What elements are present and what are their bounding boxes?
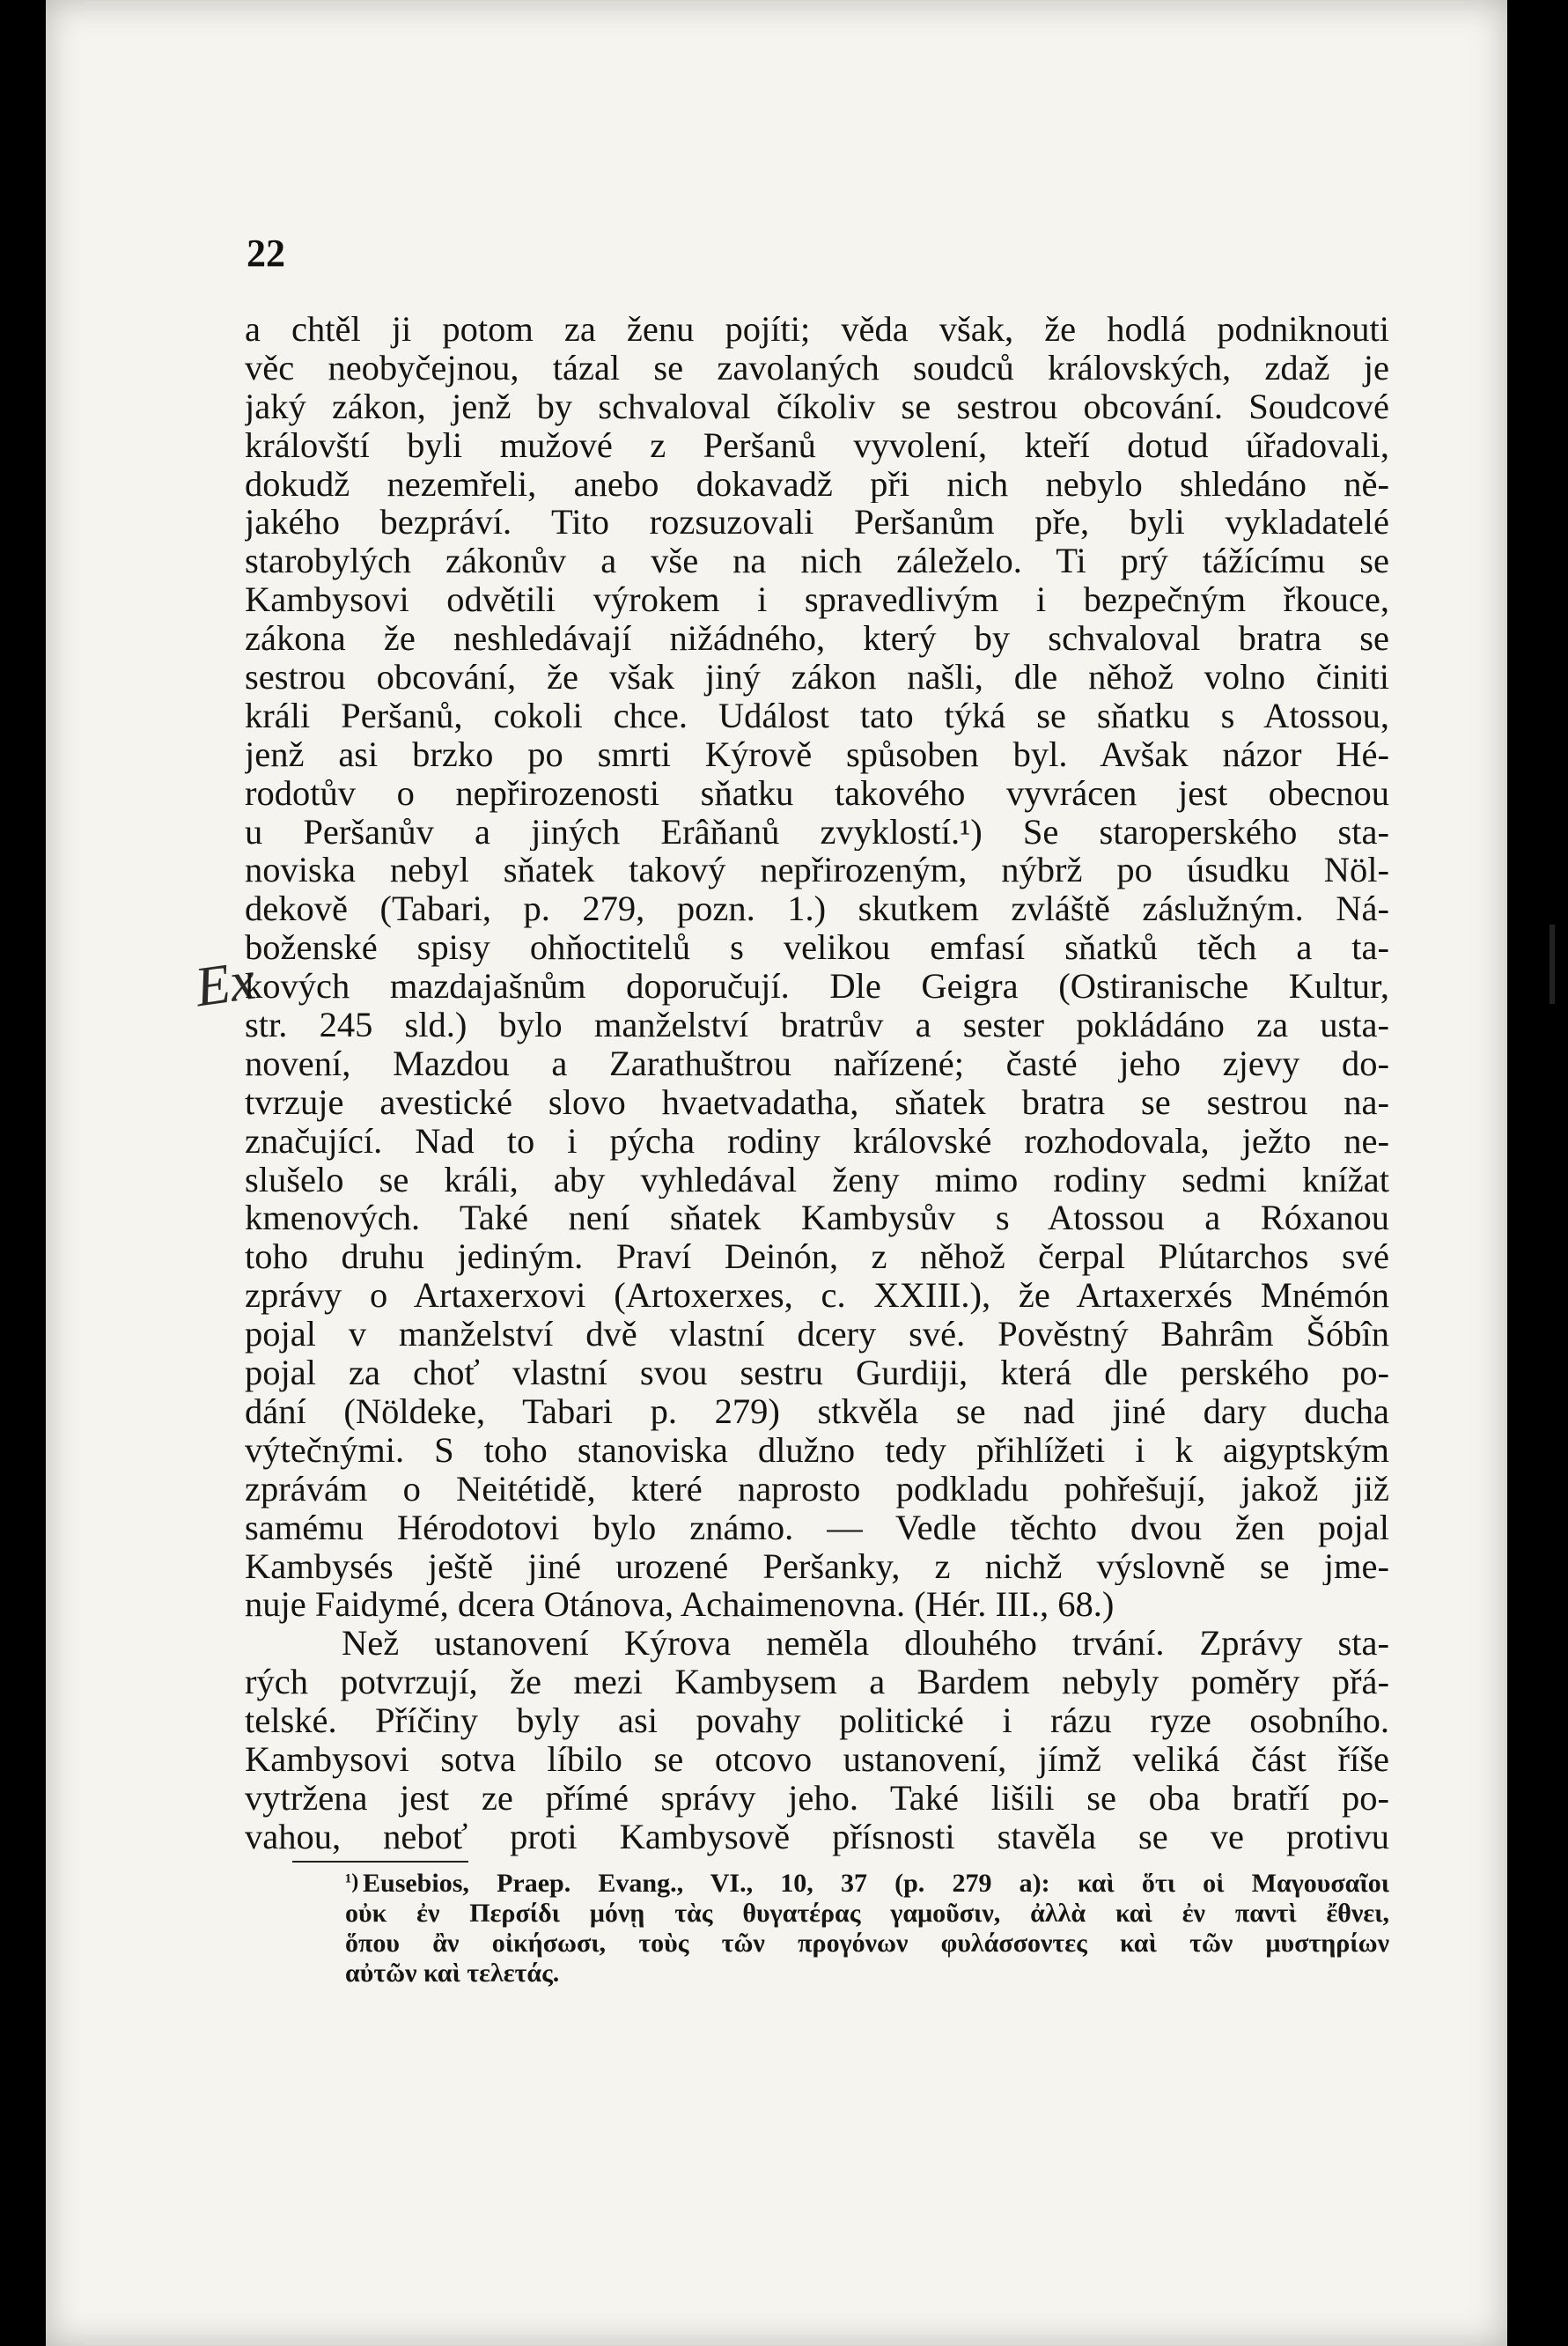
- text-line: jenž asi brzko po smrti Kýrově spůsoben byl. Avšak názor Hé-: [245, 734, 1389, 774]
- footnote-line: Eusebios, Praep. Evang., VI., 10, 37 (p. 279 a): καὶ ὅτι οἱ Μαγουσαῖοι: [363, 1869, 1389, 1898]
- text-line: výtečnými. S toho stanoviska dlužno tedy přihlížeti i k aigyptským: [245, 1430, 1389, 1470]
- text-line: dekově (Tabari, p. 279, pozn. 1.) skutkem zvláště záslužným. Ná-: [245, 889, 1389, 929]
- text-line: Než ustanovení Kýrova neměla dlouhého trvání. Zprávy sta-: [342, 1624, 1389, 1664]
- text-line: Kambysovi odvětili výrokem i spravedlivým i bezpečným řkouce,: [245, 580, 1389, 620]
- footnote-line: ὅπου ἂν οἰκήσωσι, τοὺς τῶν προγόνων φυλάσσοντες καὶ τῶν μυστηρίων: [345, 1929, 1389, 1958]
- text-line: tvrzuje avestické slovo hvaetvadatha, sňatek bratra se sestrou na-: [245, 1082, 1389, 1122]
- text-line: noviska nebyl sňatek takový nepřirozeným, nýbrž po úsudku Nöl-: [245, 851, 1389, 890]
- text-line: vahou, neboť proti Kambysově přísnosti stavěla se ve protivu: [245, 1817, 1389, 1856]
- text-line: slušelo se králi, aby vyhledával ženy mimo rodiny sedmi knížat: [245, 1160, 1389, 1199]
- footnote-line: οὐκ ἐν Περσίδι μόνῃ τὰς θυγατέρας γαμοῦσιν, ἀλλὰ καὶ ἐν παντὶ ἔθνει,: [345, 1899, 1389, 1928]
- text-line: zprávám o Neitétidě, které naprosto podkladu pohřešují, jakož již: [245, 1469, 1389, 1509]
- text-line: rodotův o nepřirozenosti sňatku takového vyvrácen jest obecnou: [245, 773, 1389, 813]
- text-line: vytržena jest ze přímé správy jeho. Také lišili se oba bratří po-: [245, 1778, 1389, 1818]
- text-line: a chtěl ji potom za ženu pojíti; věda však, že hodlá podniknouti: [245, 310, 1389, 349]
- text-line: boženské spisy ohňoctitelů s velikou emfasí sňatků těch a ta-: [245, 928, 1389, 968]
- footnote-rule: [292, 1861, 468, 1863]
- text-line: kmenových. Také není sňatek Kambysův s Atossou a Róxanou: [245, 1199, 1389, 1238]
- text-line: Kambysovi sotva líbilo se otcovo ustanovení, jímž veliká část říše: [245, 1739, 1389, 1779]
- text-line: královští byli mužové z Peršanů vyvolení, kteří dotud úřadovali,: [245, 425, 1389, 465]
- text-line: dání (Nöldeke, Tabari p. 279) stkvěla se nad jiné dary ducha: [245, 1391, 1389, 1431]
- text-line: jakého bezpráví. Tito rozsuzovali Peršanům pře, byli vykladatelé: [245, 503, 1389, 542]
- text-line: králi Peršanů, cokoli chce. Událost tato týká se sňatku s Atossou,: [245, 696, 1389, 735]
- text-line: novení, Mazdou a Zarathuštrou nařízené; časté jeho zjevy do-: [245, 1044, 1389, 1083]
- body-text: [245, 310, 1389, 1856]
- text-line: rých potvrzují, že mezi Kambysem a Bardem nebyly poměry přá-: [245, 1663, 1389, 1702]
- text-line: sestrou obcování, že však jiný zákon našli, dle něhož volno činiti: [245, 658, 1389, 697]
- text-line: jaký zákon, jenž by schvaloval číkoliv se sestrou obcování. Soudcové: [245, 387, 1389, 426]
- scan-edge-mark: [1550, 925, 1555, 1004]
- text-line: kových mazdajašnům doporučují. Dle Geigra (Ostiranische Kultur,: [245, 967, 1389, 1007]
- book-page: [46, 0, 1507, 2346]
- text-line: starobylých zákonův a vše na nich záleželo. Ti prý tážícímu se: [245, 542, 1389, 581]
- text-line: zákona že neshledávají nižádného, který by schvaloval bratra se: [245, 619, 1389, 659]
- footnote-marker: ¹): [345, 1870, 359, 1893]
- text-line: pojal v manželství dvě vlastní dcery své. Pověstný Bahrâm Šóbîn: [245, 1315, 1389, 1354]
- text-line: věc neobyčejnou, tázal se zavolaných soudců královských, zdaž je: [245, 348, 1389, 387]
- text-line: str. 245 sld.) bylo manželství bratrův a sester pokládáno za usta-: [245, 1006, 1389, 1044]
- text-line: pojal za choť vlastní svou sestru Gurdiji, která dle perského po-: [245, 1354, 1389, 1392]
- text-line: zprávy o Artaxerxovi (Artoxerxes, c. XXIII.), že Artaxerxés Mnémón: [245, 1276, 1389, 1316]
- text-line: u Peršanův a jiných Erâňanů zvyklostí.¹) Se staroperského sta-: [245, 812, 1389, 852]
- page-number: 22: [247, 232, 285, 275]
- text-line: Kambysés ještě jiné urozené Peršanky, z nichž výslovně se jme-: [245, 1546, 1389, 1586]
- text-line: samému Hérodotovi bylo známo. — Vedle těchto dvou žen pojal: [245, 1508, 1389, 1547]
- text-line: dokudž nezemřeli, anebo dokavadž při nich nebylo shledáno ně-: [245, 464, 1389, 504]
- footnote-line: αὐτῶν καὶ τελετάς.: [345, 1959, 560, 1988]
- text-line: nuje Faidymé, dcera Otánova, Achaimenovna. (Hér. III., 68.): [245, 1585, 1115, 1625]
- text-line: toho druhu jediným. Praví Deinón, z něhož čerpal Plútarchos své: [245, 1237, 1389, 1277]
- footnote: [345, 1869, 1389, 1988]
- text-line: značující. Nad to i pýcha rodiny královské rozhodovala, ježto ne-: [245, 1121, 1389, 1161]
- handwritten-margin-note: Ex: [191, 948, 260, 1019]
- text-line: telské. Příčiny byly asi povahy politické i rázu ryze osobního.: [245, 1701, 1389, 1740]
